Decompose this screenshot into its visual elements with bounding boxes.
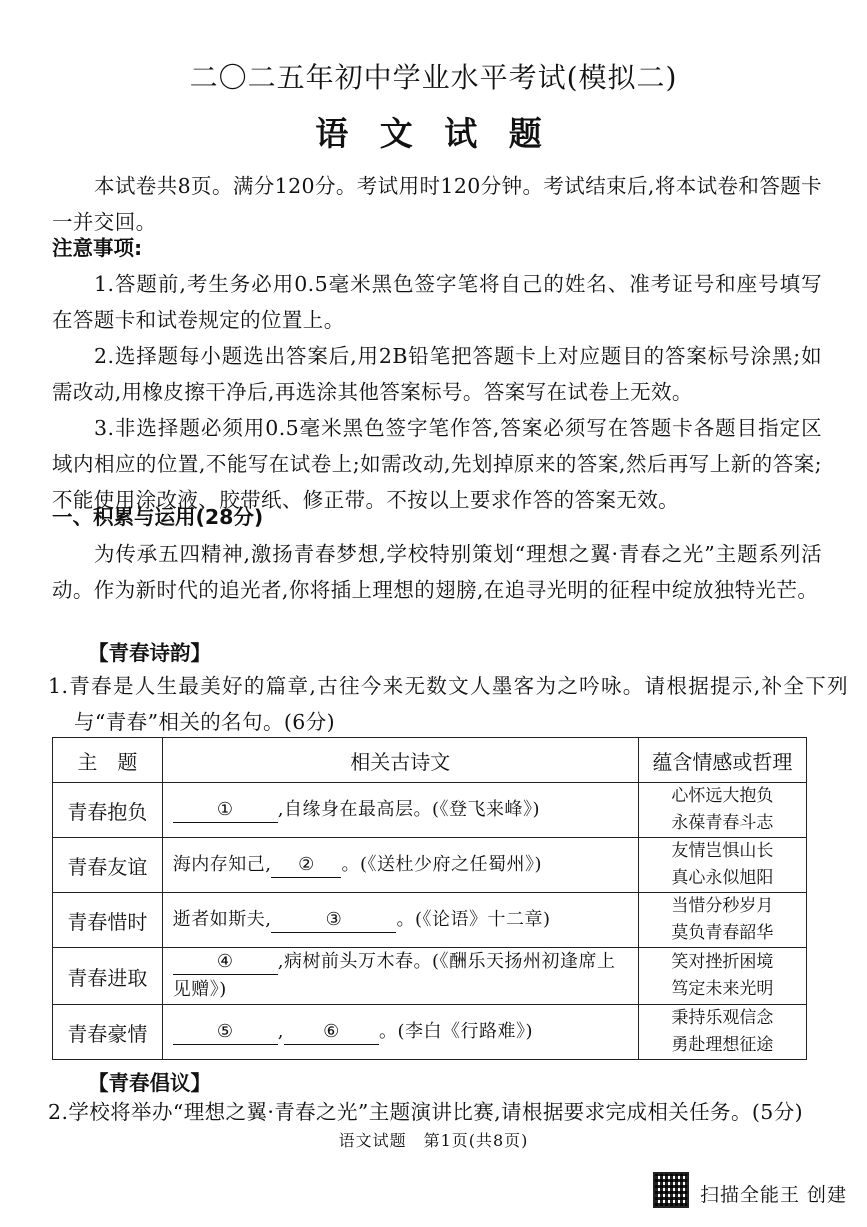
fill-blank[interactable]: ⑥ — [284, 1020, 379, 1045]
fill-blank[interactable]: ④ — [173, 950, 278, 975]
table-row — [53, 948, 807, 1005]
poem-text: 逝者如斯夫, — [172, 909, 272, 930]
table-row — [53, 838, 807, 893]
poem-cell — [162, 893, 638, 948]
scanner-watermark: 扫描全能王 创建 — [700, 1184, 848, 1206]
fill-blank[interactable]: ⑤ — [173, 1020, 278, 1045]
table-header: 相关古诗文 — [162, 738, 638, 783]
poem-text: 。(李白《行路难》) — [378, 1021, 534, 1042]
emotion-line: 友情岂惧山长 — [671, 841, 774, 861]
table-header: 蕴含情感或哲理 — [638, 738, 806, 783]
intro-paragraph: 本试卷共8页。满分120分。考试用时120分钟。考试结束后,将本试卷和答题卡一并交回。 — [52, 174, 823, 234]
emotion-cell — [638, 1005, 806, 1060]
table-row — [53, 893, 807, 948]
emotion-line: 永葆青春斗志 — [671, 813, 774, 833]
poem-cell — [162, 1005, 638, 1060]
topic-cell: 青春友谊 — [53, 838, 163, 893]
emotion-line: 笑对挫折困境 — [671, 952, 774, 972]
subject-title: 语 文 试 题 — [315, 114, 552, 153]
emotion-line: 秉持乐观信念 — [671, 1008, 774, 1028]
topic-cell: 青春豪情 — [53, 1005, 163, 1060]
topic-cell: 青春进取 — [53, 948, 163, 1005]
poem-cell — [162, 783, 638, 838]
emotion-line: 笃定未来光明 — [671, 979, 774, 999]
table-row — [53, 783, 807, 838]
emotion-cell — [638, 948, 806, 1005]
qr-code-icon — [653, 1172, 689, 1208]
poem-text: , — [277, 1021, 284, 1042]
table-header-row — [53, 738, 807, 783]
table-row — [53, 1005, 807, 1060]
poem-text: 。(《送杜少府之任蜀州》) — [341, 854, 543, 875]
part-label: 【青春诗韵】 — [88, 641, 211, 665]
note-item: 1.答题前,考生务必用0.5毫米黑色签字笔将自己的姓名、准考证号和座号填写在答题卡和试卷规定的位置上。 — [52, 272, 822, 332]
emotion-line: 勇赴理想征途 — [671, 1035, 774, 1055]
poem-cell — [162, 948, 638, 1005]
emotion-cell — [638, 893, 806, 948]
table-header: 主 题 — [53, 738, 163, 783]
fill-blank[interactable]: ③ — [271, 908, 396, 933]
question-1: 1.青春是人生最美好的篇章,古往今来无数文人墨客为之吟咏。请根据提示,补全下列与“青春”相关的名句。(6分) — [48, 674, 848, 734]
question-2: 2.学校将举办“理想之翼·青春之光”主题演讲比赛,请根据要求完成相关任务。(5分) — [48, 1100, 803, 1124]
poem-text: 。(《论语》十二章) — [396, 909, 551, 930]
topic-cell: 青春抱负 — [53, 783, 163, 838]
part-label: 【青春倡议】 — [88, 1071, 211, 1095]
emotion-cell — [638, 783, 806, 838]
exam-title: 二〇二五年初中学业水平考试(模拟二) — [189, 61, 678, 94]
page-footer: 语文试题 第1页(共8页) — [338, 1131, 529, 1150]
note-item: 2.选择题每小题选出答案后,用2B铅笔把答题卡上对应题目的答案标号涂黑;如需改动,用橡皮擦干净后,再选涂其他答案标号。答案写在试卷上无效。 — [52, 344, 822, 404]
poem-text: ,病树前头万木春。(《酬乐天扬州初逢席上见赠》) — [172, 951, 616, 1000]
fill-blank[interactable]: ② — [271, 853, 341, 878]
emotion-line: 真心永似旭阳 — [671, 868, 774, 888]
poem-text: ,自缘身在最高层。(《登飞来峰》) — [277, 799, 541, 820]
section-intro: 为传承五四精神,激扬青春梦想,学校特别策划“理想之翼·青春之光”主题系列活动。作为新时代的追光者,你将插上理想的翅膀,在追寻光明的征程中绽放独特光芒。 — [52, 542, 822, 602]
emotion-line: 莫负青春韶华 — [671, 923, 774, 943]
section-heading: 一、积累与运用(28分) — [52, 505, 264, 529]
poem-table — [52, 737, 807, 1060]
poem-text: 海内存知己, — [172, 854, 272, 875]
topic-cell: 青春惜时 — [53, 893, 163, 948]
note-item: 3.非选择题必须用0.5毫米黑色签字笔作答,答案必须写在答题卡各题目指定区域内相应的位置,不能写在试卷上;如需改动,先划掉原来的答案,然后再写上新的答案;不能使用涂改液、胶带纸、修正带。不按以上要求作答的答案无效。 — [52, 416, 822, 512]
emotion-cell — [638, 838, 806, 893]
fill-blank[interactable]: ① — [173, 798, 278, 823]
emotion-line: 当惜分秒岁月 — [671, 896, 774, 916]
poem-cell — [162, 838, 638, 893]
notes-heading: 注意事项: — [52, 236, 143, 260]
emotion-line: 心怀远大抱负 — [671, 786, 774, 806]
